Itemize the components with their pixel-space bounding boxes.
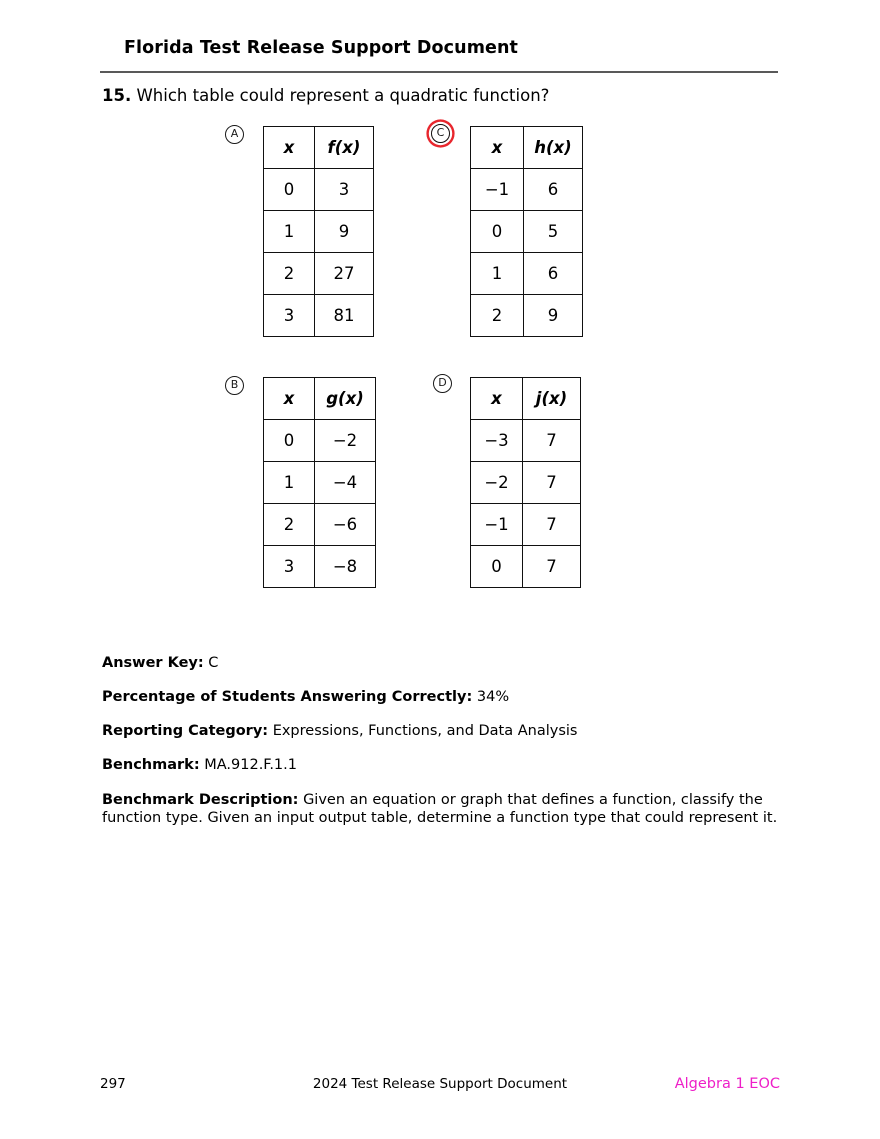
table-header-row <box>264 127 374 169</box>
table-cell: 6 <box>524 253 583 295</box>
table-row <box>471 546 581 588</box>
metadata-value: Expressions, Functions, and Data Analysis <box>272 723 578 739</box>
answer-table-d <box>470 377 581 588</box>
answer-table-c <box>470 126 583 337</box>
table-cell: 5 <box>524 211 583 253</box>
table-row <box>264 211 374 253</box>
table-cell: 0 <box>264 420 315 462</box>
table-header-row <box>264 378 376 420</box>
table-cell: −6 <box>315 504 376 546</box>
table-cell: 0 <box>471 546 523 588</box>
answer-table-a <box>263 126 374 337</box>
table-header-row <box>471 127 583 169</box>
table-row <box>264 253 374 295</box>
metadata-label: Percentage of Students Answering Correctly: <box>102 689 473 705</box>
table-row <box>264 169 374 211</box>
table-cell: 6 <box>524 169 583 211</box>
document-title: Florida Test Release Support Document <box>124 38 519 58</box>
table-cell: 1 <box>264 211 315 253</box>
option-marker-a[interactable]: A <box>225 125 244 144</box>
table-header-cell: x <box>471 378 523 420</box>
table-row <box>471 295 583 337</box>
table-header-cell: f(x) <box>315 127 374 169</box>
metadata-label: Benchmark Description: <box>102 792 299 808</box>
table-header-cell: x <box>471 127 524 169</box>
metadata-label: Reporting Category: <box>102 723 269 739</box>
table-cell: 81 <box>315 295 374 337</box>
table-row <box>471 253 583 295</box>
table-row <box>471 504 581 546</box>
footer-page-number: 297 <box>100 1076 126 1092</box>
table-cell: 1 <box>471 253 524 295</box>
table-row <box>264 295 374 337</box>
table-header-cell: h(x) <box>524 127 583 169</box>
table-cell: 3 <box>264 546 315 588</box>
table-header-cell: g(x) <box>315 378 376 420</box>
table-row <box>471 169 583 211</box>
table-cell: 0 <box>264 169 315 211</box>
table-row <box>471 211 583 253</box>
table-row <box>264 504 376 546</box>
table-cell: −8 <box>315 546 376 588</box>
table-cell: 0 <box>471 211 524 253</box>
page-footer <box>100 1076 780 1096</box>
table-cell: 7 <box>523 546 581 588</box>
metadata-reporting-category <box>102 723 782 740</box>
table-row <box>264 462 376 504</box>
table-cell: −2 <box>315 420 376 462</box>
table-header-cell: x <box>264 378 315 420</box>
table-cell: 2 <box>264 253 315 295</box>
option-marker-b[interactable]: B <box>225 376 244 395</box>
table-cell: 9 <box>524 295 583 337</box>
metadata-benchmark <box>102 757 782 774</box>
table-cell: 27 <box>315 253 374 295</box>
metadata-value: 34% <box>476 689 510 705</box>
table-header-cell: j(x) <box>523 378 581 420</box>
metadata-value: Given an equation or graph that defines a function, classify the function type. Given an input output table, determine a function type that could represent it. <box>102 792 778 826</box>
table-cell: 7 <box>523 420 581 462</box>
option-marker-d[interactable]: D <box>433 374 452 393</box>
table-header-cell: x <box>264 127 315 169</box>
table-cell: 3 <box>315 169 374 211</box>
table-cell: 7 <box>523 462 581 504</box>
table-cell: −4 <box>315 462 376 504</box>
table-cell: −1 <box>471 504 523 546</box>
table-cell: 1 <box>264 462 315 504</box>
table-cell: 2 <box>264 504 315 546</box>
metadata-label: Answer Key: <box>102 655 204 671</box>
table-cell: 7 <box>523 504 581 546</box>
table-row <box>471 462 581 504</box>
header-divider <box>100 71 778 73</box>
metadata-label: Benchmark: <box>102 757 200 773</box>
table-cell: 2 <box>471 295 524 337</box>
footer-subject-label: Algebra 1 EOC <box>674 1076 780 1092</box>
question-text: Which table could represent a quadratic function? <box>136 86 550 105</box>
table-cell: 3 <box>264 295 315 337</box>
answer-metadata <box>102 655 782 827</box>
table-cell: −3 <box>471 420 523 462</box>
table-row <box>264 420 376 462</box>
footer-center-text: 2024 Test Release Support Document <box>312 1076 568 1092</box>
option-marker-c[interactable]: C <box>431 124 450 143</box>
metadata-percentage-correct <box>102 689 782 706</box>
table-row <box>264 546 376 588</box>
table-cell: −2 <box>471 462 523 504</box>
table-cell: −1 <box>471 169 524 211</box>
question-line <box>102 86 549 105</box>
question-number: 15. <box>102 86 132 105</box>
metadata-answer-key <box>102 655 782 672</box>
table-cell: 9 <box>315 211 374 253</box>
metadata-benchmark-description <box>102 791 782 827</box>
table-row <box>471 420 581 462</box>
answer-table-b <box>263 377 376 588</box>
metadata-value: C <box>208 655 219 671</box>
table-header-row <box>471 378 581 420</box>
metadata-value: MA.912.F.1.1 <box>204 757 297 773</box>
